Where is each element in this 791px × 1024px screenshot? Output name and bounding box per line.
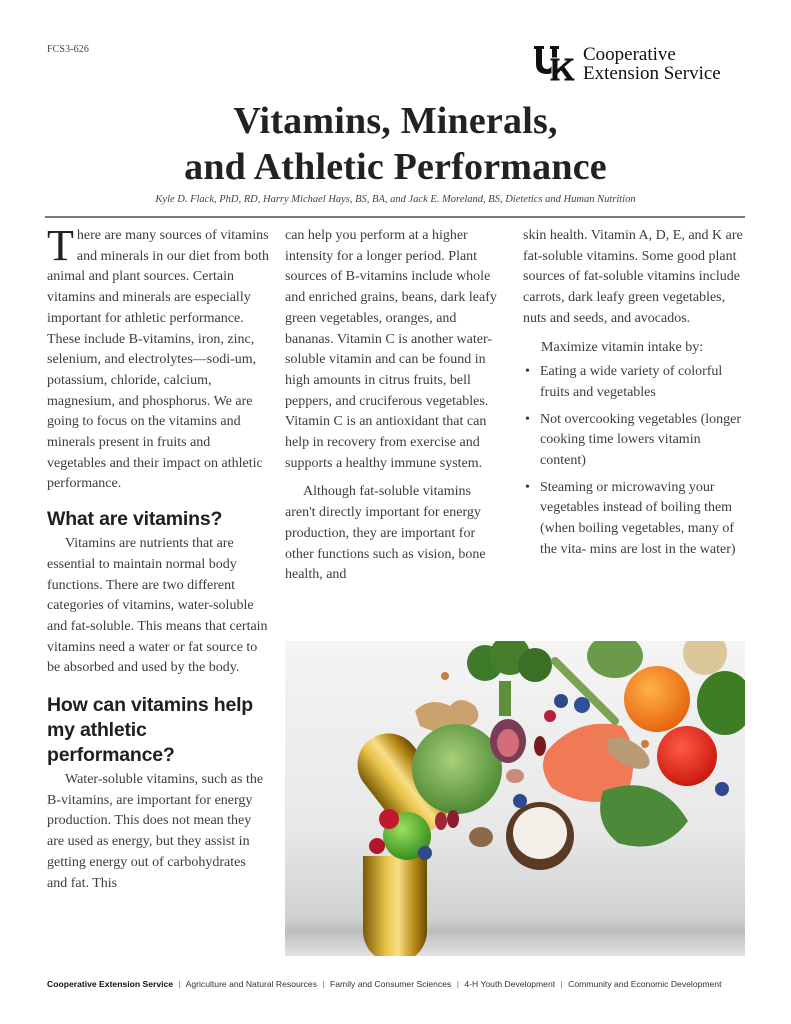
column-1	[47, 221, 269, 894]
section1-paragraph: Vitamins are nutrients that are essential to maintain normal body functions. There are two different categories of vitamins, water-soluble and fat-soluble. This means that certain vitamins need a water or fat source to be absorbed and used by the body.	[47, 536, 268, 676]
section2-paragraph-part2: can help you perform at a higher intensity for a longer period. Plant sources of B-vitamins include whole and enriched grains, beans, dark leafy green vegetables, oranges, and bananas. Vitamin C is another water-soluble vitamin and can be found in high amounts in citrus fruits, bell peppers, and cruciferous vegetables. Vitamin C is an antioxidant that can help in recovery from exercise and supports a healthy immune system.	[285, 228, 497, 471]
maximize-intro: Maximize vitamin intake by:	[541, 339, 704, 355]
leafy-greens	[600, 785, 688, 846]
list-item-text: Not overcooking vegetables (longer cooking time lowers vitamin content)	[540, 411, 741, 469]
logo-wordmark	[583, 45, 721, 83]
cabbage	[412, 724, 502, 814]
footer-separator: |	[178, 979, 181, 989]
intro-paragraph	[47, 221, 269, 495]
footer-unit: 4-H Youth Development	[464, 979, 556, 989]
list-item	[523, 478, 748, 561]
footer-unit: Community and Economic Development	[568, 979, 722, 989]
uk-extension-logo	[533, 44, 721, 84]
bullet-icon: •	[525, 411, 530, 427]
coconut	[506, 802, 574, 870]
vitamin-capsule-photo	[285, 641, 745, 956]
logo-line-2: Extension Service	[583, 63, 721, 84]
artichoke	[587, 641, 643, 678]
onion	[683, 641, 727, 675]
column-2	[285, 226, 503, 586]
vitamin-tips-list	[523, 362, 748, 560]
intro-text: here are many sources of vitamins and minerals in our diet from both animal and plant sources. Certain vitamins and minerals are especially important for athletic performance. These include B-vitamins, iron, zinc, selenium, and electrolytes—sodi-um, potassium, chloride, calcium, magnesium, and phosphorus. We are going to focus on the vitamins and minerals present in fruits and vegetables and their impact on athletic performance.	[47, 228, 269, 492]
page-title	[0, 98, 791, 190]
uk-logo-icon	[533, 45, 579, 83]
broccoli	[467, 641, 552, 716]
fat-soluble-paragraph-part2: skin health. Vitamin A, D, E, and K are fat-soluble vitamins. Some good plant sources of fat-soluble vitamins include carrots, dark leafy green vegetables, nuts and seeds, and avocados.	[523, 228, 743, 326]
heading-what-are-vitamins: What are vitamins?	[47, 508, 223, 531]
capsule-bottom	[363, 856, 427, 956]
logo-line-1: Cooperative	[583, 44, 676, 65]
drop-cap: T	[47, 221, 74, 270]
document-id: FCS3-626	[47, 44, 89, 55]
footer-unit: Agriculture and Natural Resources	[185, 979, 317, 989]
authors-line: Kyle D. Flack, PhD, RD, Harry Michael Hays, BS, BA, and Jack E. Moreland, BS, Dietetics and Human Nutrition	[155, 194, 636, 205]
tomato	[657, 726, 717, 786]
footer-separator: |	[560, 979, 563, 989]
list-item-text: Steaming or microwaving your vegetables instead of boiling them (when boiling vegetables, many of the vita- mins are lost in the water)	[540, 479, 736, 557]
list-item-text: Eating a wide variety of colorful fruits and vegetables	[540, 364, 723, 400]
footer-brand: Cooperative Extension Service	[47, 979, 174, 989]
heading-how-can-vitamins-help: How can vitamins help my athletic performance?	[47, 694, 254, 767]
kale	[697, 671, 745, 735]
footer-separator: |	[456, 979, 459, 989]
fat-soluble-paragraph-part1: Although fat-soluble vitamins aren't directly important for energy production, they are important for other functions such as vision, bone health, and	[285, 484, 486, 583]
column-3	[523, 226, 748, 567]
footer-separator: |	[322, 979, 325, 989]
photo-illustration	[285, 641, 745, 956]
footer-unit: Family and Consumer Sciences	[330, 979, 452, 989]
section2-paragraph-part1: Water-soluble vitamins, such as the B-vitamins, are important for energy production. This does not mean they are used as energy, but they assist in getting energy out of carbohydrates and fat. This	[47, 772, 264, 891]
bullet-icon: •	[525, 364, 530, 380]
list-item	[523, 362, 748, 403]
bullet-icon: •	[525, 479, 530, 495]
orange	[624, 666, 690, 732]
title-line-1: Vitamins, Minerals,	[233, 100, 558, 142]
header-divider	[45, 216, 745, 218]
list-item	[523, 410, 748, 472]
title-line-2: and Athletic Performance	[184, 146, 607, 188]
footer	[47, 979, 747, 989]
